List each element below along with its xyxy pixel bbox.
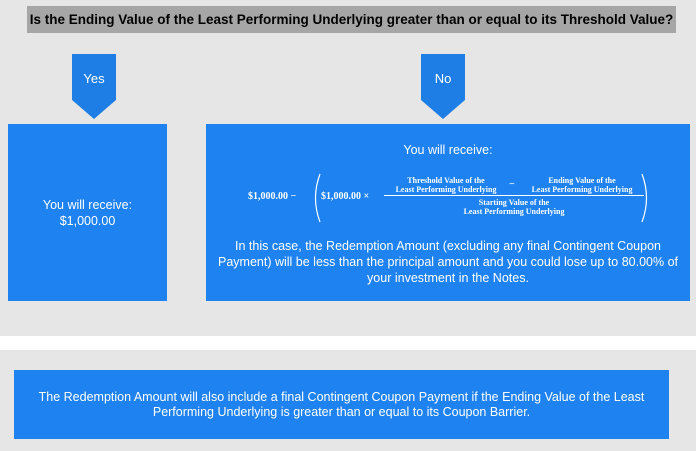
threshold-value-label: Threshold Value of the Least Performing Underlying [395,176,497,194]
no-arrowhead [421,100,465,119]
formula-lead: $1,000.00 − [248,191,297,202]
right-paren-icon [640,173,652,223]
yes-outcome-box [8,124,167,301]
no-arrow [421,54,465,100]
no-outcome-explanation: In this case, the Redemption Amount (excluding any final Contingent Coupon Payment) will be less than the principal amount and you could lose up to 80.00% of your investment in the Notes. [218,239,678,285]
no-label: No [434,71,452,86]
question-box: Is the Ending Value of the Least Performing Underlying greater than or equal to its Threshold Value? [27,6,676,33]
starting-value-label: Starting Value of the Least Performing Underlying [463,198,565,216]
no-outcome-box [206,124,690,301]
ending-value-label: Ending Value of the Least Performing Underlying [531,176,633,194]
yes-outcome-line1: You will receive: [42,197,133,212]
yes-outcome-amount: $1,000.00 [59,213,116,228]
yes-arrowhead [72,100,116,119]
redemption-formula [248,173,652,223]
formula-inner-multiplier: $1,000.00 × [321,191,370,202]
fraction-bar [384,195,644,196]
no-outcome-heading: You will receive: [403,143,493,157]
formula-minus: − [509,179,515,190]
coupon-note-box [14,370,669,439]
coupon-note-text: The Redemption Amount will also include a final Contingent Coupon Payment if the Ending Value of the Least Performing Underlying is greater than or equal to its Coupon Barrier. [38,389,645,419]
yes-arrow [72,54,116,100]
yes-label: Yes [83,71,105,86]
